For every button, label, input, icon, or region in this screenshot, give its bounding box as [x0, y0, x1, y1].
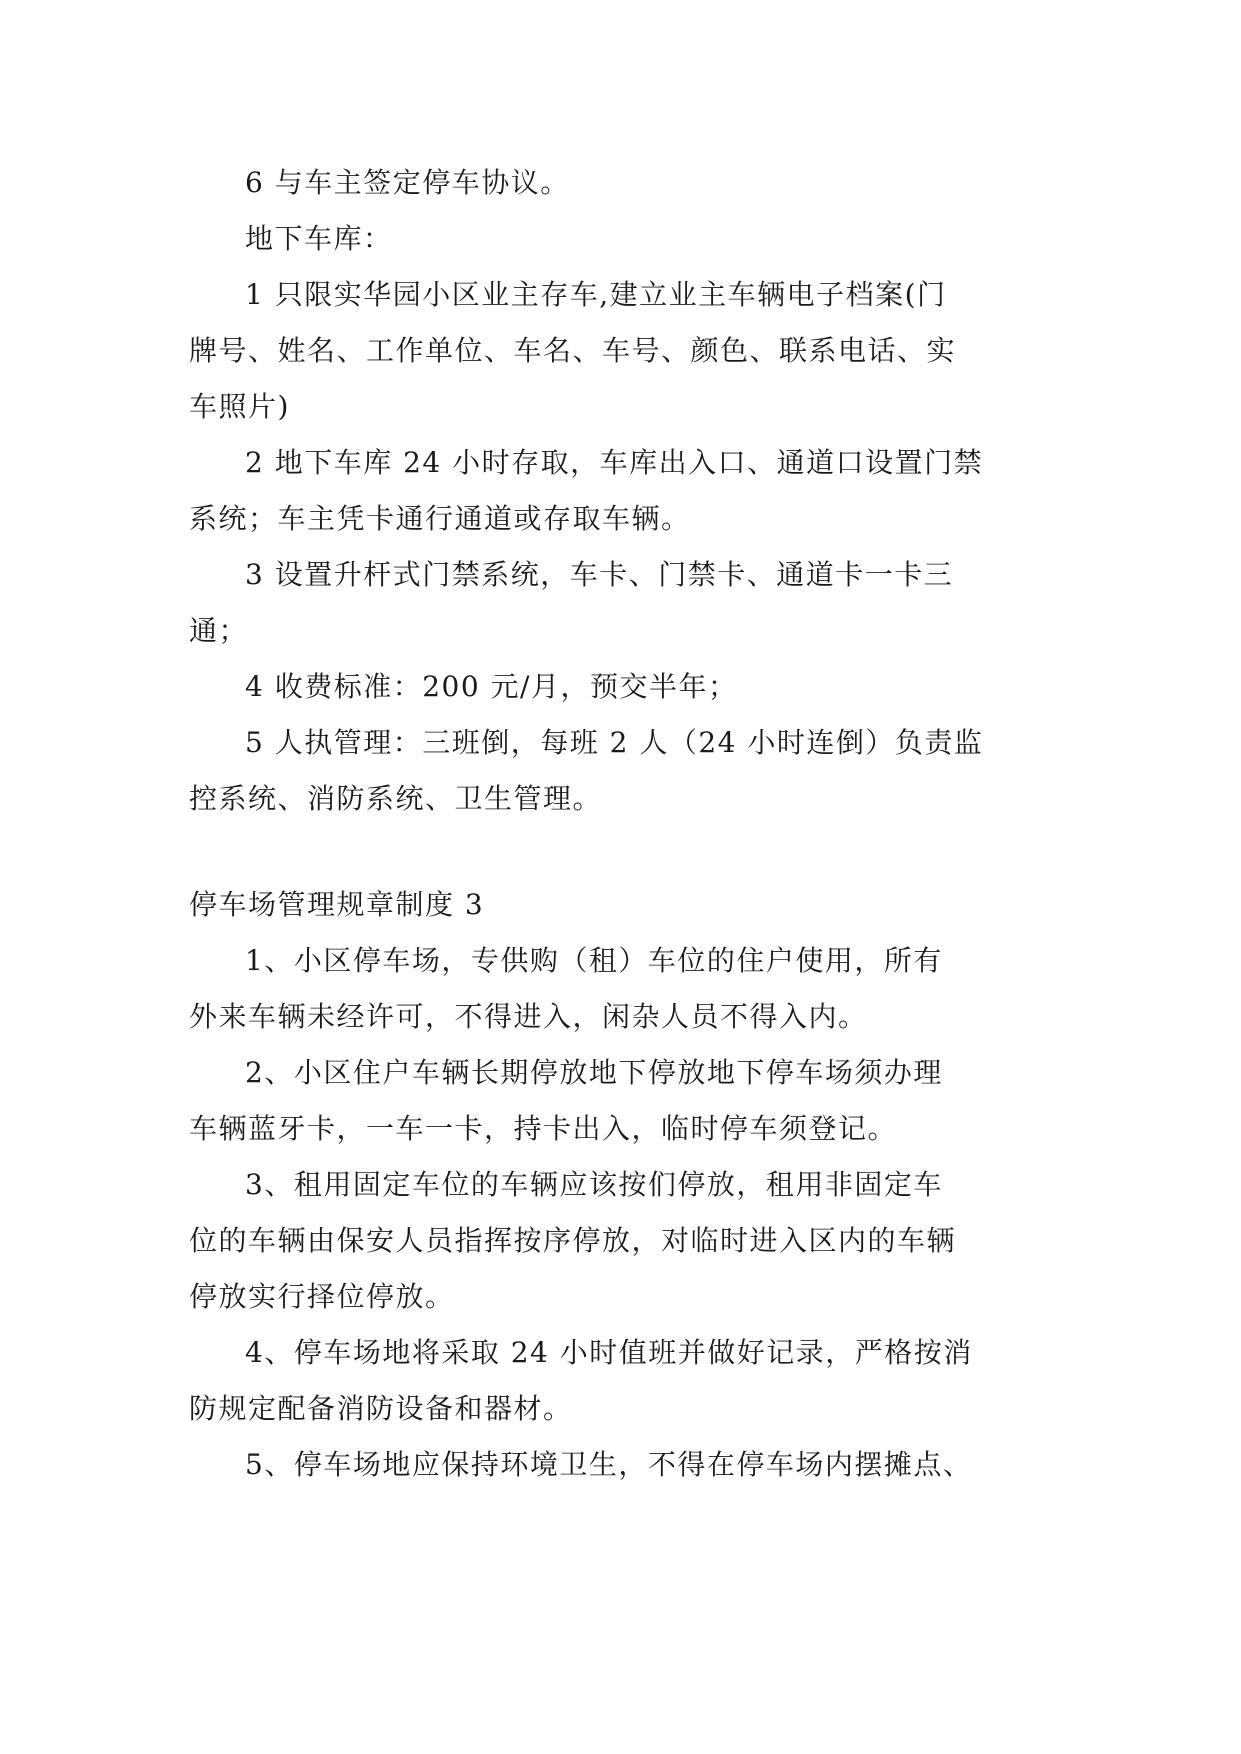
- text-line: 车照片): [189, 390, 290, 423]
- text-line: 控系统、消防系统、卫生管理。: [189, 782, 603, 815]
- paragraph-garage-2: [189, 443, 1045, 539]
- text-line: 3 设置升杆式门禁系统，车卡、门禁卡、通道卡一卡三: [245, 558, 954, 591]
- text-line: 6 与车主签定停车协议。: [245, 166, 570, 199]
- text-line: 外来车辆未经许可，不得进入，闲杂人员不得入内。: [189, 1000, 868, 1033]
- text-line: 2、小区住户车辆长期停放地下停放地下停车场须办理: [245, 1056, 943, 1089]
- text-line: 系统；车主凭卡通行通道或存取车辆。: [189, 502, 691, 535]
- rule-item-5: [189, 1445, 1045, 1485]
- text-line: 通；: [189, 614, 249, 647]
- text-line: 牌号、姓名、工作单位、车名、车号、颜色、联系电话、实: [189, 334, 957, 367]
- rule-item-2: [189, 1053, 1045, 1149]
- text-line: 位的车辆由保安人员指挥按序停放，对临时进入区内的车辆: [189, 1224, 957, 1257]
- text-line: 5、停车场地应保持环境卫生，不得在停车场内摆摊点、: [245, 1448, 973, 1481]
- paragraph-garage-1: [189, 275, 1045, 427]
- text-line: 车辆蓝牙卡，一车一卡，持卡出入，临时停车须登记。: [189, 1112, 898, 1145]
- document-body: [189, 163, 1045, 1485]
- paragraph-garage-4: [189, 667, 1045, 707]
- text-line: 防规定配备消防设备和器材。: [189, 1392, 573, 1425]
- section-title-text: 停车场管理规章制度 3: [189, 888, 485, 921]
- text-line: 地下车库：: [245, 222, 393, 255]
- paragraph-underground-garage-heading: [189, 219, 1045, 259]
- section-title: [189, 885, 1045, 925]
- rule-item-4: [189, 1333, 1045, 1429]
- text-line: 停放实行择位停放。: [189, 1280, 455, 1313]
- text-line: 5 人执管理：三班倒，每班 2 人（24 小时连倒）负责监: [245, 726, 984, 759]
- text-line: 3、租用固定车位的车辆应该按们停放，租用非固定车: [245, 1168, 943, 1201]
- text-line: 1 只限实华园小区业主存车,建立业主车辆电子档案(门: [245, 278, 947, 311]
- text-line: 4 收费标准：200 元/月，预交半年；: [245, 670, 738, 703]
- text-line: 2 地下车库 24 小时存取，车库出入口、通道口设置门禁: [245, 446, 984, 479]
- paragraph-garage-3: [189, 555, 1045, 651]
- rule-item-1: [189, 941, 1045, 1037]
- text-line: 4、停车场地将采取 24 小时值班并做好记录，严格按消: [245, 1336, 973, 1369]
- paragraph-garage-5: [189, 723, 1045, 819]
- text-line: 1、小区停车场，专供购（租）车位的住户使用，所有: [245, 944, 943, 977]
- rule-item-3: [189, 1165, 1045, 1317]
- paragraph-6: [189, 163, 1045, 203]
